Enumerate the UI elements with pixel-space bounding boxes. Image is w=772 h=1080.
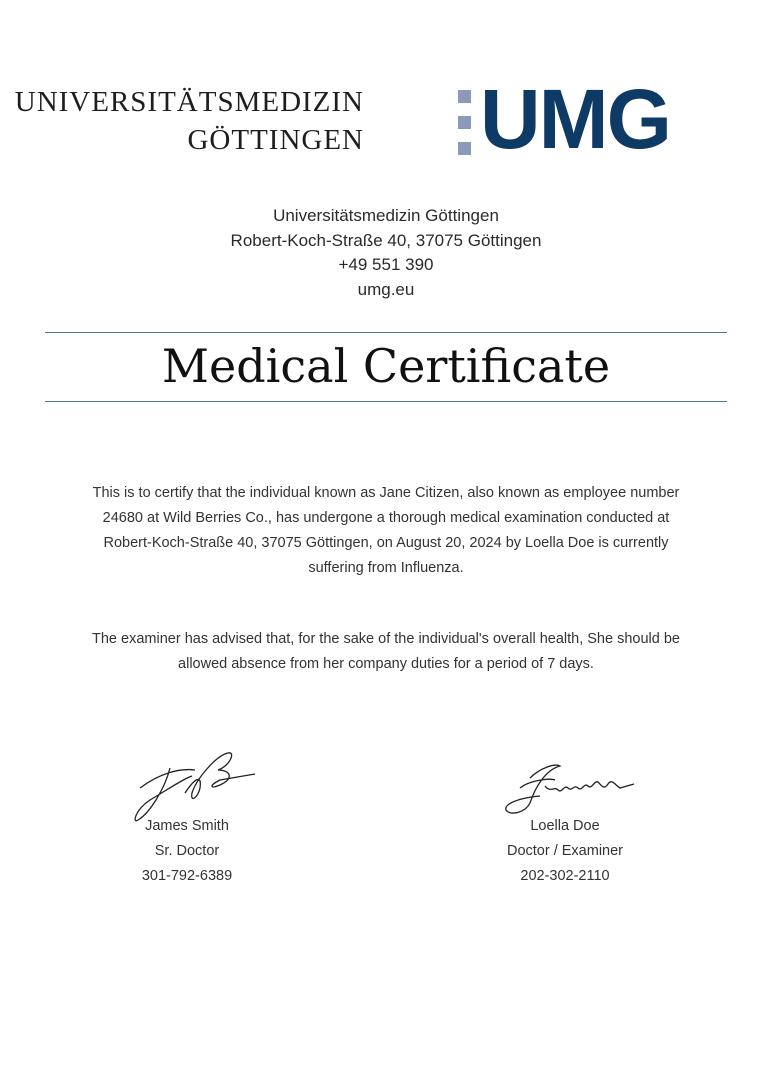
institution-street: Robert-Koch-Straße 40, 37075 Göttingen — [230, 230, 542, 250]
logo-line-1: UNIVERSITÄTSMEDIZIN — [14, 86, 364, 118]
signer-name: James Smith — [145, 818, 229, 834]
signature-block-right — [455, 814, 675, 889]
examiner-advice: The examiner has advised that, for the sake of the individual's overall health, She should be allowed absence from her company duties for a period of 7 days. — [92, 631, 680, 672]
signer-phone: 301-792-6389 — [141, 868, 233, 884]
logo-wordmark — [15, 86, 364, 156]
page-title: Medical Certificate — [161, 339, 611, 393]
logo-line-2: GÖTTINGEN — [187, 124, 364, 156]
title-divider-top — [45, 332, 727, 333]
signer-role: Sr. Doctor — [154, 843, 220, 859]
certificate-statement: This is to certify that the individual known as Jane Citizen, also known as employee number 24680 at Wild Berries Co., has undergone a thorough medical examination conducted at Robert-Koch-Straße 40, 37075 Göttingen, on August 20, 2024 by Loella Doe is currently suffering from Influenza. — [92, 485, 680, 576]
institution-name: Universitätsmedizin Göttingen — [273, 206, 499, 225]
institution-website: umg.eu — [357, 279, 415, 299]
signer-phone: 202-302-2110 — [520, 868, 610, 884]
signer-role: Doctor / Examiner — [506, 843, 624, 859]
logo-abbreviation: UMG — [480, 72, 670, 166]
logo-colon-icon — [458, 90, 472, 156]
signature-block-left — [77, 814, 297, 889]
umg-logo — [14, 72, 694, 166]
institution-phone: +49 551 390 — [338, 255, 434, 274]
signature-loella-doe-icon — [500, 758, 640, 818]
institution-address — [0, 204, 772, 302]
title-divider-bottom — [45, 401, 727, 402]
signer-name: Loella Doe — [530, 818, 600, 834]
